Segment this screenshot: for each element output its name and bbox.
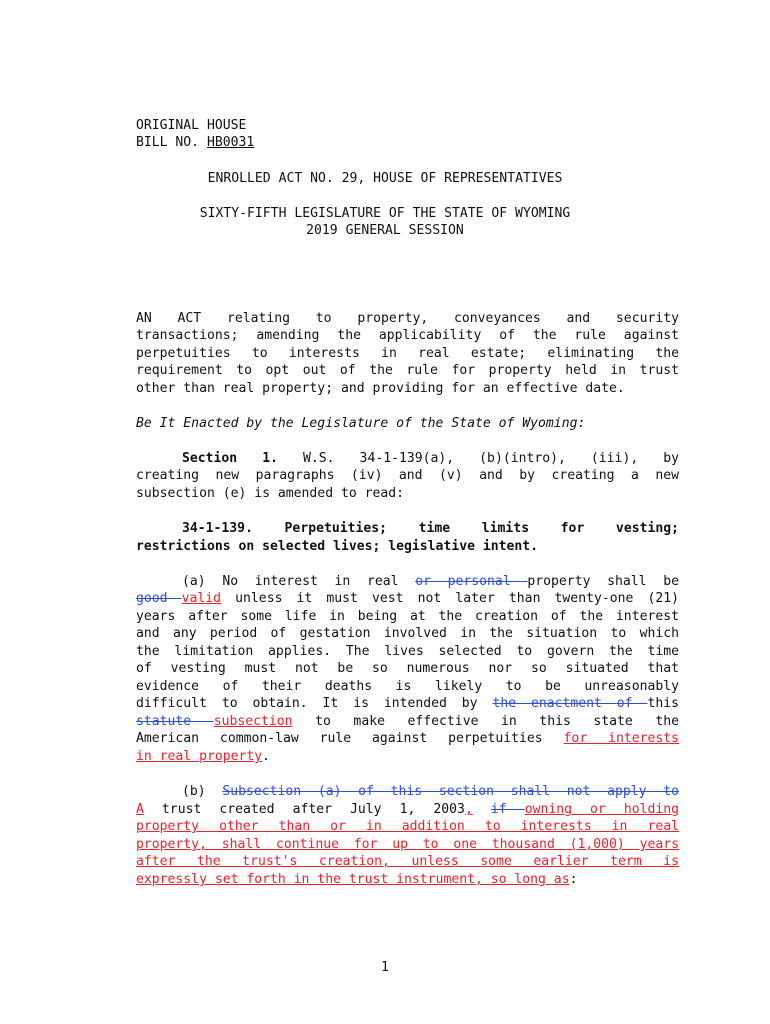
deleted-text: if [490, 802, 525, 817]
header-original-house: ORIGINAL HOUSE [136, 118, 247, 133]
deleted-text: or personal [415, 574, 528, 589]
legislature-title: SIXTY-FIFTH LEGISLATURE OF THE STATE OF WYOMING [199, 206, 571, 221]
deleted-text: statute [136, 714, 214, 729]
para-a-line: the limitation applies. The lives selected to govern the time [136, 644, 679, 659]
para-a-line: and any period of gestation involved in the situation to which [136, 626, 679, 641]
statute-heading: 34-1-139. Perpetuities; time limits for vesting; [182, 521, 679, 536]
statute-heading: restrictions on selected lives; legislative intent. [136, 539, 539, 554]
para-b-line: (b) Subsection (a) of this section shall not apply to [182, 784, 679, 799]
para-b-line: after the trust's creation, unless some earlier term is [136, 854, 679, 869]
inserted-text: A [136, 802, 144, 817]
para-a-line: of vesting must not be so numerous nor so situated that [136, 661, 679, 676]
act-line: AN ACT relating to property, conveyances and security [136, 311, 679, 326]
act-line: requirement to opt out of the rule for property held in trust [136, 363, 679, 378]
act-line: transactions; amending the applicability of the rule against [136, 328, 679, 343]
para-b-line: property, shall continue for up to one thousand (1,000) years [136, 837, 679, 852]
section-1-line: Section 1. W.S. 34-1-139(a), (b)(intro), (iii), by [182, 451, 679, 466]
inserted-text: in real property [136, 749, 263, 764]
para-a-line: in real property. [136, 749, 271, 764]
bill-number-link: HB0031 [206, 135, 255, 150]
deleted-text: the enactment of [492, 696, 648, 711]
inserted-text: expressly set forth in the trust instrument, so long as [136, 872, 570, 887]
act-line: perpetuities to interests in real estate; eliminating the [136, 346, 679, 361]
para-a-line: difficult to obtain. It is intended by the enactment of this [136, 696, 679, 711]
section-1-label: Section 1. [182, 451, 278, 466]
inserted-text: subsection [213, 714, 293, 729]
para-b-line: expressly set forth in the trust instrument, so long as: [136, 872, 578, 887]
act-line: other than real property; and providing for an effective date. [136, 381, 625, 396]
para-a-line: (a) No interest in real or personal property shall be [182, 574, 679, 589]
section-1-line: creating new paragraphs (iv) and (v) and by creating a new [136, 468, 679, 483]
enacting-clause: Be It Enacted by the Legislature of the State of Wyoming: [136, 416, 586, 431]
para-a-line: good valid unless it must vest not later than twenty-one (21) [136, 591, 679, 606]
inserted-text: , [464, 802, 473, 817]
para-a-line: years after some life in being at the creation of the interest [136, 609, 679, 624]
inserted-text: valid [181, 591, 222, 606]
session-title: 2019 GENERAL SESSION [306, 223, 464, 238]
inserted-text: owning or holding [524, 802, 680, 817]
header-bill-number: BILL NO. HB0031 [136, 135, 255, 150]
para-a-line: evidence of their deaths is likely to be unreasonably [136, 679, 679, 694]
para-a-line: statute subsection to make effective in this state the [136, 714, 679, 729]
page-number: 1 [381, 960, 389, 975]
para-a-line: American common-law rule against perpetuities for interests [136, 731, 680, 746]
deleted-text: good [136, 591, 182, 606]
section-1-line: subsection (e) is amended to read: [136, 486, 405, 501]
inserted-text: for interests [563, 731, 680, 746]
para-b-line: property other than or in addition to interests in real [136, 819, 679, 834]
enrolled-act-title: ENROLLED ACT NO. 29, HOUSE OF REPRESENTATIVES [207, 171, 563, 186]
deleted-text: Subsection (a) of this section shall not apply to [222, 784, 679, 799]
para-b-line: A trust created after July 1, 2003, if owning or holding [136, 802, 680, 817]
